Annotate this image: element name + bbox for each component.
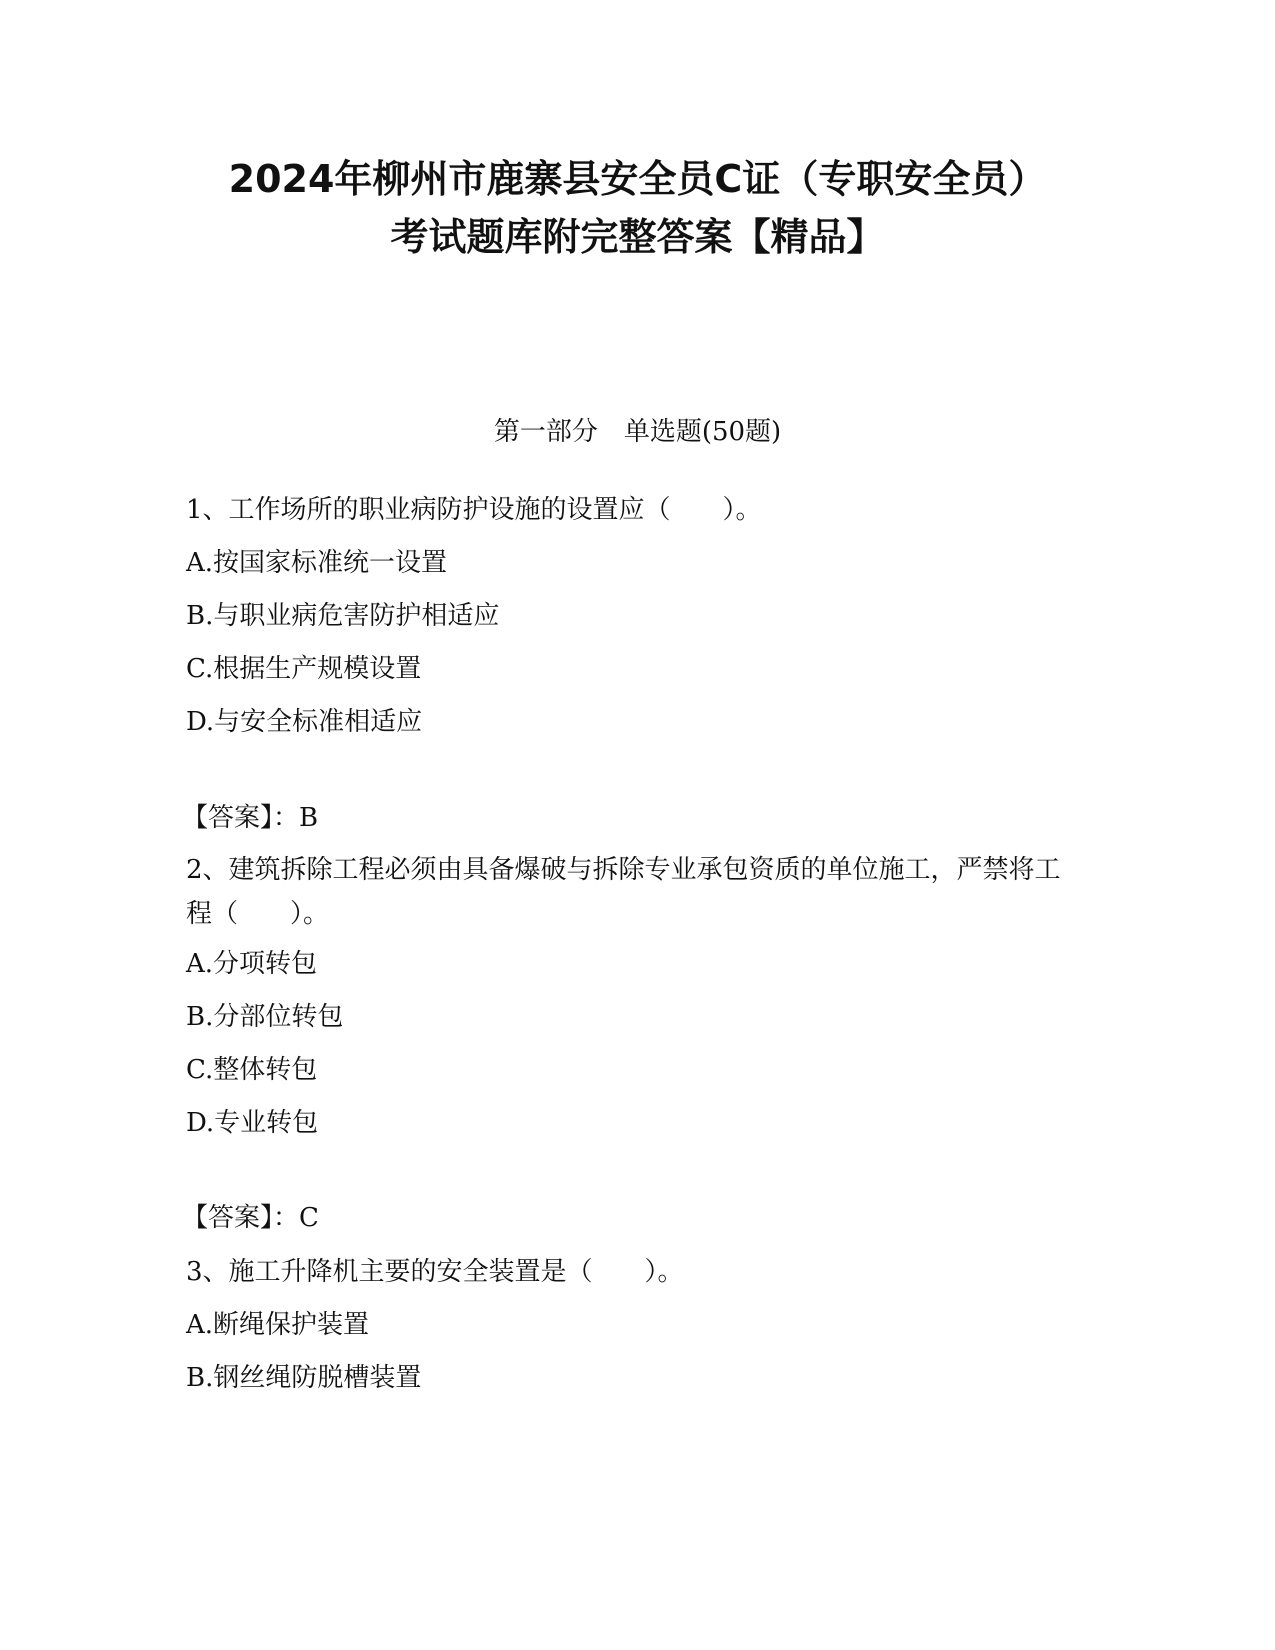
question-2-answer: 【答案】：C [182,1203,319,1233]
document-title-line-2: 考试题库附完整答案【精品】 [390,215,885,259]
document-title-line-1: 2024年柳州市鹿寨县安全员C证（专职安全员） [228,157,1047,201]
question-2-option-d: D.专业转包 [186,1108,319,1138]
question-1-option-c: C.根据生产规模设置 [186,654,422,684]
question-1-option-d: D.与安全标准相适应 [186,707,423,737]
question-2-option-a: A.分项转包 [186,949,318,979]
question-1-answer: 【答案】：B [182,803,319,833]
document-title [0,150,1275,266]
section-heading: 第一部分 单选题(50题) [493,417,782,447]
question-1-option-a: A.按国家标准统一设置 [186,548,448,578]
question-3-option-b: B.钢丝绳防脱槽装置 [186,1363,422,1393]
question-1-option-b: B.与职业病危害防护相适应 [186,601,500,631]
question-2-option-b: B.分部位转包 [186,1002,344,1032]
question-stem-3: 3、施工升降机主要的安全装置是（ ）。 [186,1257,684,1287]
question-stem-2: 2、建筑拆除工程必须由具备爆破与拆除专业承包资质的单位施工，严禁将工程（ ）。 [186,855,1061,929]
question-3-option-a: A.断绳保护装置 [186,1310,370,1340]
question-2-option-c: C.整体转包 [186,1055,318,1085]
question-stem-1: 1、工作场所的职业病防护设施的设置应（ ）。 [186,495,762,525]
